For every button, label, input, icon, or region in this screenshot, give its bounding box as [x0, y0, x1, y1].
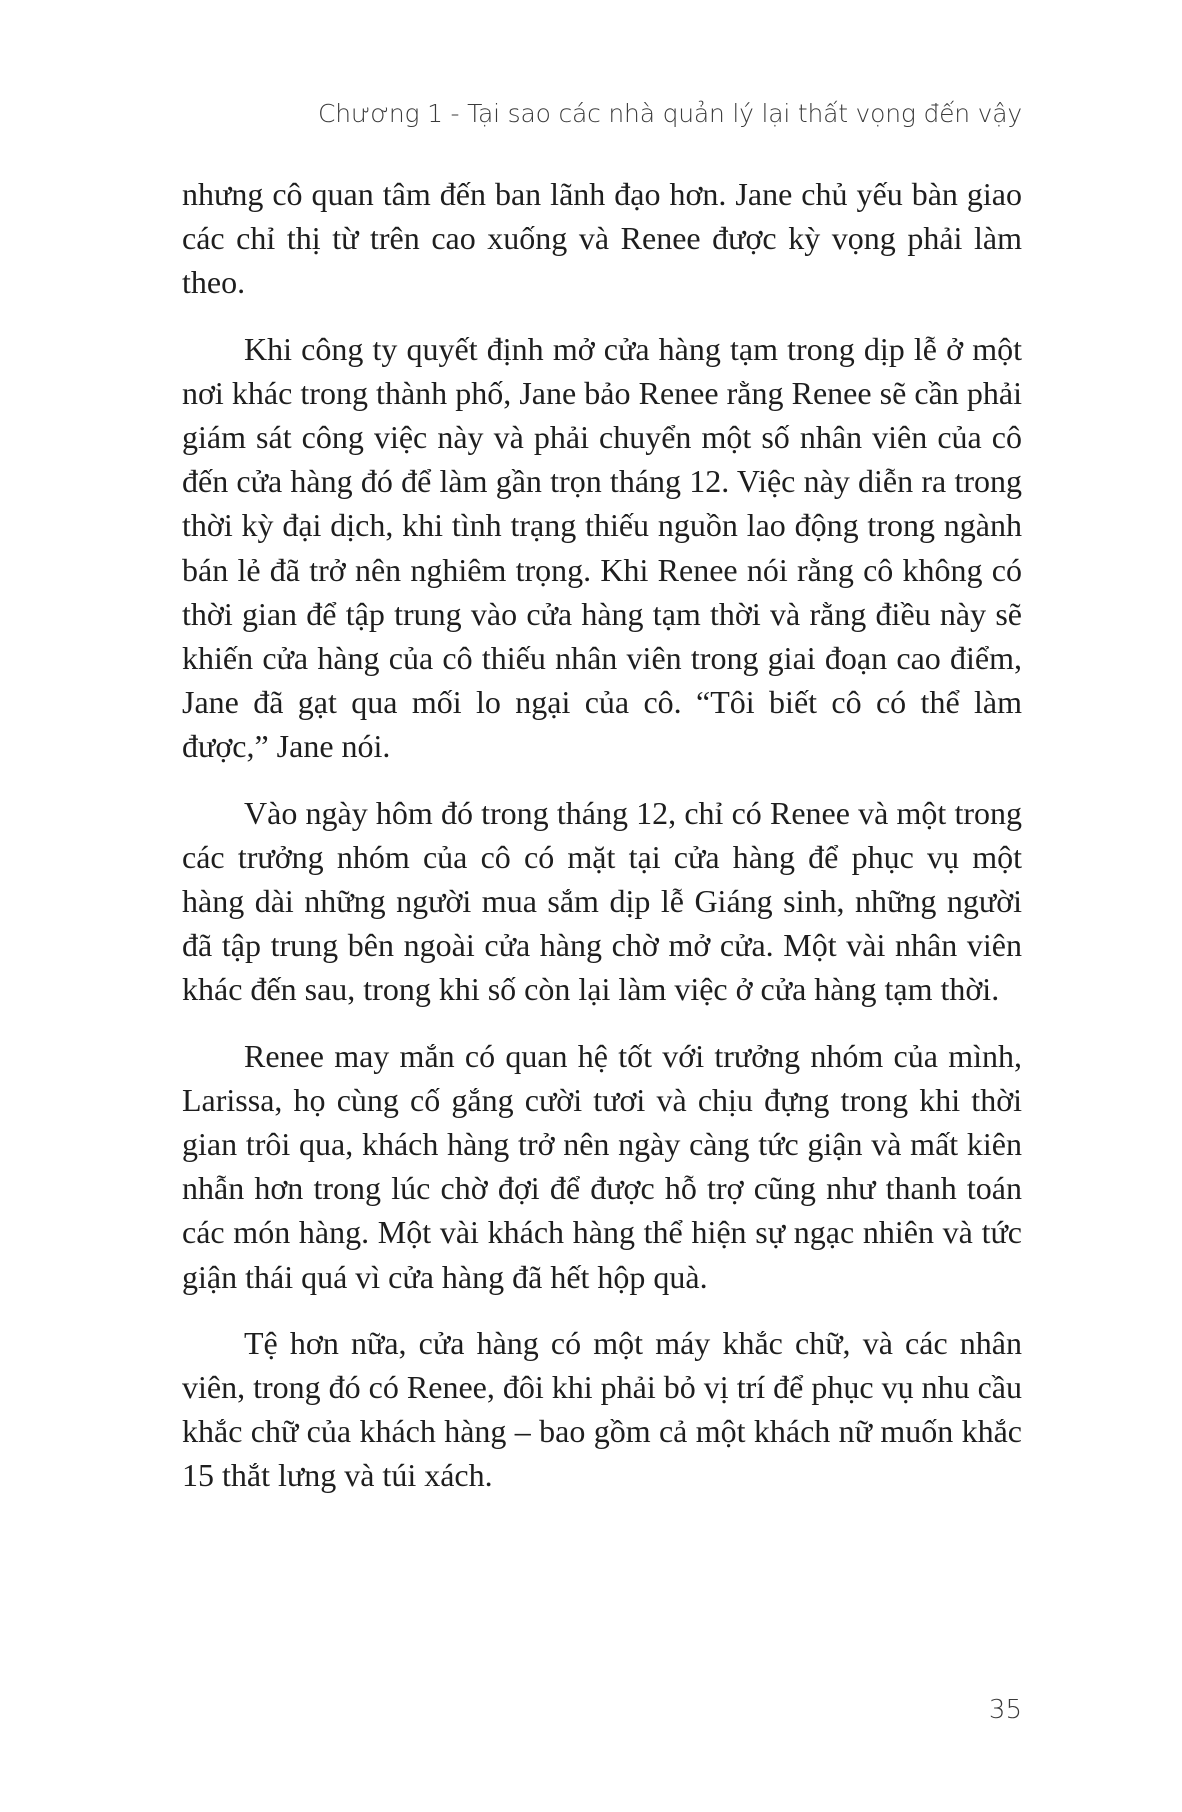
body-text	[182, 172, 1022, 1520]
page-number: 35	[988, 1695, 1022, 1725]
paragraph: Renee may mắn có quan hệ tốt với trưởng nhóm của mình, Larissa, họ cùng cố gắng cười tươi và chịu đựng trong khi thời gian trôi qua, khách hàng trở nên ngày càng tức giận và mất kiên nhẫn hơn trong lúc chờ đợi để được hỗ trợ cũng như thanh toán các món hàng. Một vài khách hàng thể hiện sự ngạc nhiên và tức giận thái quá vì cửa hàng đã hết hộp quà.	[182, 1037, 1022, 1295]
paragraph: Tệ hơn nữa, cửa hàng có một máy khắc chữ, và các nhân viên, trong đó có Renee, đôi khi phải bỏ vị trí để phục vụ nhu cầu khắc chữ của khách hàng – bao gồm cả một khách nữ muốn khắc 15 thắt lưng và túi xách.	[182, 1324, 1022, 1494]
paragraph-continued: nhưng cô quan tâm đến ban lãnh đạo hơn. Jane chủ yếu bàn giao các chỉ thị từ trên cao xuống và Renee được kỳ vọng phải làm theo.	[182, 176, 1022, 301]
paragraph: Vào ngày hôm đó trong tháng 12, chỉ có Renee và một trong các trưởng nhóm của cô có mặt tại cửa hàng để phục vụ một hàng dài những người mua sắm dịp lễ Giáng sinh, những người đã tập trung bên ngoài cửa hàng chờ mở cửa. Một vài nhân viên khác đến sau, trong khi số còn lại làm việc ở cửa hàng tạm thời.	[182, 794, 1022, 1008]
running-header-chapter-title: Chương 1 - Tại sao các nhà quản lý lại thất vọng đến vậy	[318, 99, 1022, 128]
paragraph: Khi công ty quyết định mở cửa hàng tạm trong dịp lễ ở một nơi khác trong thành phố, Jane bảo Renee rằng Renee sẽ cần phải giám sát công việc này và phải chuyển một số nhân viên của cô đến cửa hàng đó để làm gần trọn tháng 12. Việc này diễn ra trong thời kỳ đại dịch, khi tình trạng thiếu nguồn lao động trong ngành bán lẻ đã trở nên nghiêm trọng. Khi Renee nói rằng cô không có thời gian để tập trung vào cửa hàng tạm thời và rằng điều này sẽ khiến cửa hàng của cô thiếu nhân viên trong giai đoạn cao điểm, Jane đã gạt qua mối lo ngại của cô. “Tôi biết cô có thể làm được,” Jane nói.	[182, 330, 1022, 765]
